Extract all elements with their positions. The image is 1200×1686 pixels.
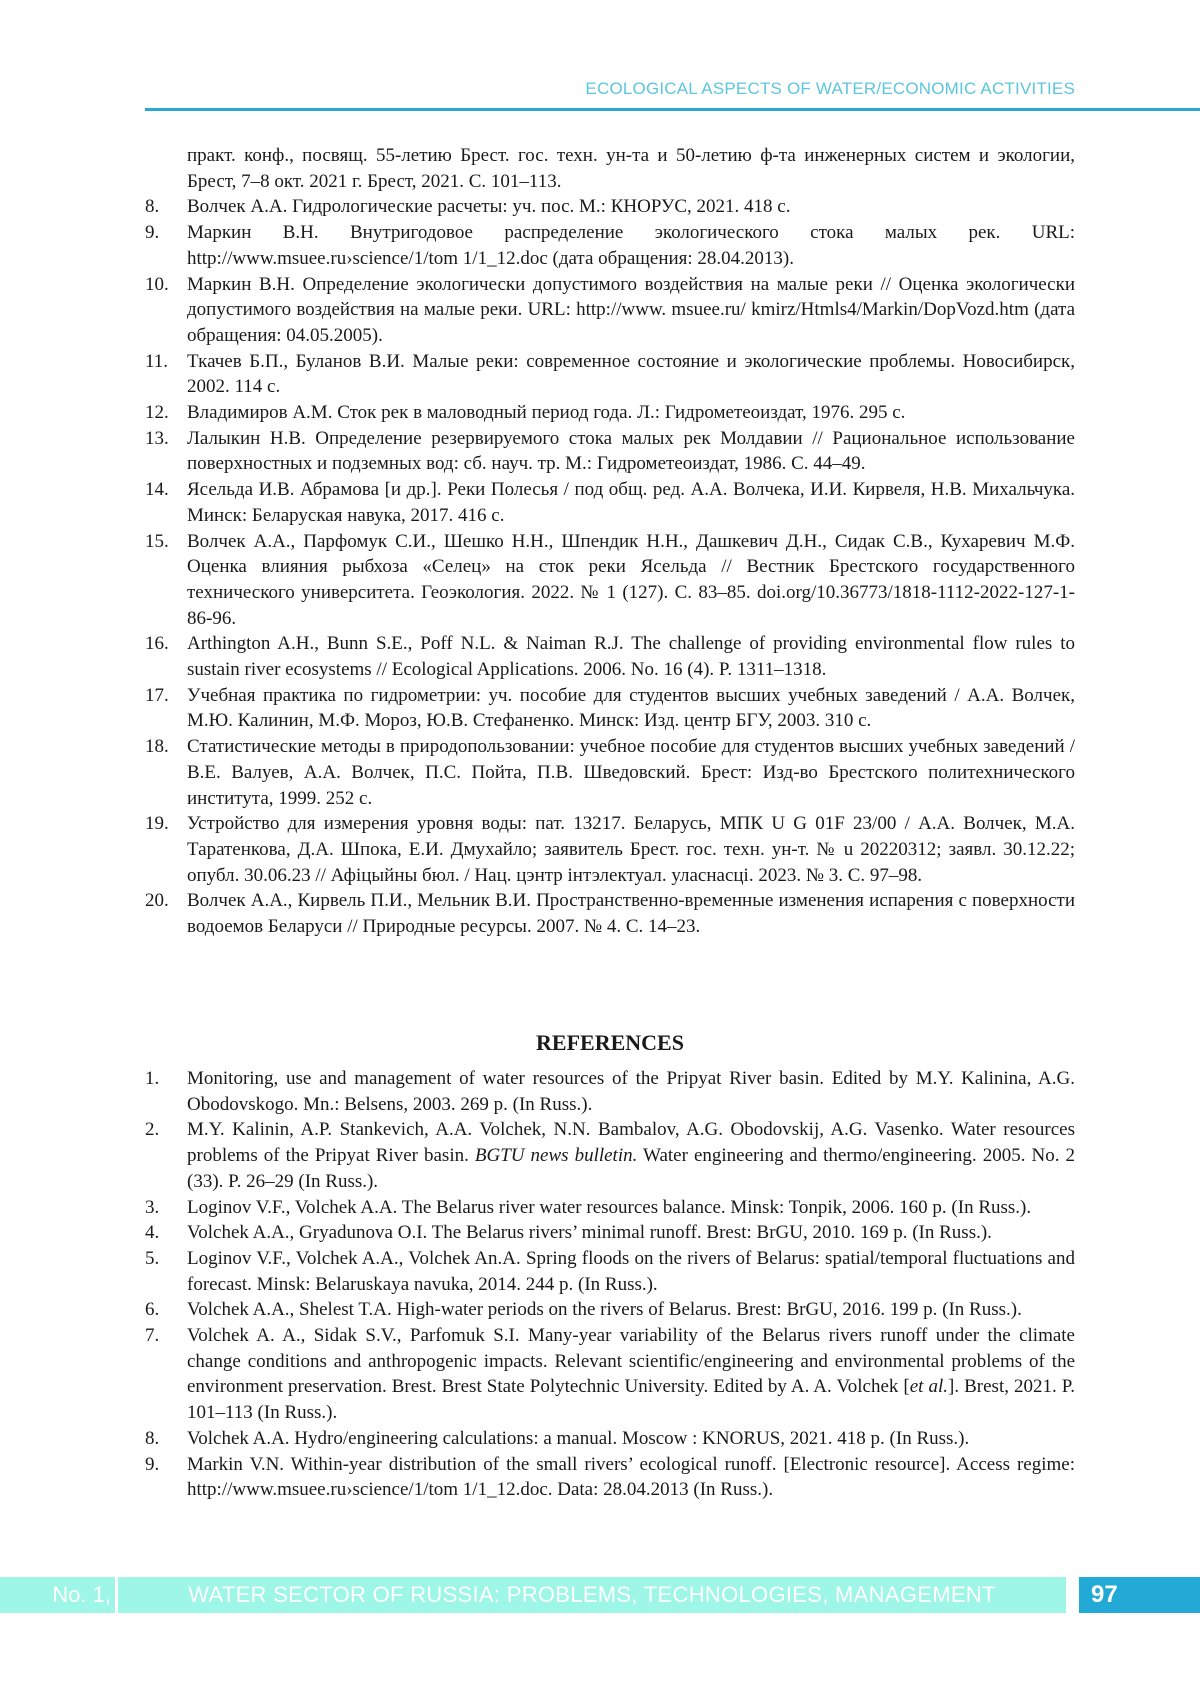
reference-number: 8.	[145, 196, 160, 218]
reference-text-part: Volchek A.A., Gryadunova O.I. The Belarus rivers’ minimal runoff. Brest: BrGU, 2010. 169 p. (In Russ.).	[187, 1222, 992, 1244]
reference-text-part: Loginov V.F., Volchek A.A. The Belarus river water resources balance. Minsk: Tonpik, 2006. 160 p. (In Russ.).	[187, 1196, 1032, 1218]
reference-number: 10.	[145, 273, 169, 295]
reference-item	[145, 1066, 1075, 1117]
reference-item	[145, 426, 1075, 477]
reference-number: 8.	[145, 1427, 160, 1449]
reference-item	[145, 143, 1075, 194]
reference-number	[145, 143, 187, 194]
reference-text	[187, 1246, 1075, 1297]
reference-number: 16.	[145, 633, 169, 655]
running-header: ECOLOGICAL ASPECTS OF WATER/ECONOMIC ACTIVITIES	[585, 79, 1075, 98]
reference-text-part: Маркин В.Н. Внутригодовое распределение экологического стока малых рек. URL: http://www.msuee.ru›science/1/tom 1/1_12.doc (дата обращения: 28.04.2013).	[187, 222, 1075, 269]
page-number: 97	[1079, 1577, 1200, 1613]
reference-number: 9.	[145, 1453, 160, 1475]
reference-number: 11.	[145, 350, 169, 372]
reference-text	[187, 811, 1075, 888]
reference-text	[187, 194, 1075, 220]
reference-text	[187, 272, 1075, 349]
english-reference-list	[145, 1066, 1075, 1503]
reference-number: 2.	[145, 1119, 160, 1141]
reference-text-part: практ. конф., посвящ. 55-летию Брест. гос. техн. ун-та и 50-летию ф-та инженерных систем и экологии, Брест, 7–8 окт. 2021 г. Брест, 2021. С. 101–113.	[187, 145, 1075, 192]
reference-text-part: M.Y. Kalinin, A.P. Stankevich, A.A. Volchek, N.N. Bambalov, A.G. Obodovskij, A.G. Vasenko. Water resources problems of the Pripyat River basin.	[187, 1119, 1075, 1167]
reference-text	[187, 143, 1075, 194]
reference-text	[187, 1195, 1075, 1221]
reference-item	[145, 888, 1075, 939]
reference-text-part: Volchek A.A. Hydro/engineering calculations: a manual. Moscow : KNORUS, 2021. 418 p. (In Russ.).	[187, 1427, 970, 1449]
reference-item	[145, 220, 1075, 271]
reference-text-part: Ясельда И.В. Абрамова [и др.]. Реки Полесья / под общ. ред. А.А. Волчека, И.И. Кирвеля, Н.В. Михальчука. Минск: Беларуская навука, 2017. 416 с.	[187, 479, 1075, 526]
reference-text	[187, 1297, 1075, 1323]
reference-item	[145, 400, 1075, 426]
reference-text-part: Лалыкин Н.В. Определение резервируемого стока малых рек Молдавии // Рациональное использование поверхностных и подземных вод: сб. науч. тр. М.: Гидрометеоиздат, 1986. С. 44–49.	[187, 427, 1075, 475]
reference-number: 9.	[145, 222, 160, 244]
reference-number: 3.	[145, 1196, 160, 1218]
reference-item	[145, 683, 1075, 734]
italic-title: BGTU news bulletin.	[474, 1145, 638, 1167]
reference-item	[145, 811, 1075, 888]
reference-text	[187, 1426, 1075, 1452]
reference-text-part: Устройство для измерения уровня воды: пат. 13217. Беларусь, МПК U G 01F 23/00 / А.А. Волчек, М.А. Таратенкова, Д.А. Шпока, Е.И. Дмухайло; заявитель Брест. гос. техн. ун-т. № u 20220312; заявл. 30.12.22; опубл. 30.06.23 // Афіцыйны бюл. / Нац. цэнтр інтэлектуал. уласнасці. 2023. № 3. С. 97–98.	[187, 813, 1075, 886]
reference-text-part: Учебная практика по гидрометрии: уч. пособие для студентов высших учебных заведений / А.А. Волчек, М.Ю. Калинин, М.Ф. Мороз, Ю.В. Стефаненко. Минск: Изд. центр БГУ, 2003. 310 с.	[187, 684, 1075, 732]
reference-text-part: Маркин В.Н. Определение экологически допустимого воздействия на малые реки // Оценка экологически допустимого воздействия на малые реки. URL: http://www. msuee.ru/ kmirz/Htmls4/Markin/DopVozd.htm (дата обращения: 04.05.2005).	[187, 273, 1075, 346]
references-heading: REFERENCES	[536, 1030, 684, 1055]
reference-text	[187, 888, 1075, 939]
reference-item	[145, 734, 1075, 811]
reference-text	[187, 529, 1075, 632]
reference-text-part: Статистические методы в природопользовании: учебное пособие для студентов высших учебных заведений / В.Е. Валуев, А.А. Волчек, П.С. Пойта, П.В. Шведовский. Брест: Изд-во Брестского политехнического института, 1999. 252 с.	[187, 736, 1075, 809]
footer-journal-title: WATER SECTOR OF RUSSIA: PROBLEMS, TECHNOLOGIES, MANAGEMENT	[118, 1577, 1066, 1613]
reference-text-part: Волчек А.А. Гидрологические расчеты: уч. пос. М.: КНОРУС, 2021. 418 с.	[187, 196, 791, 218]
reference-item	[145, 631, 1075, 682]
reference-text	[187, 220, 1075, 271]
reference-text-part: Arthington A.H., Bunn S.E., Poff N.L. & Naiman R.J. The challenge of providing environmental flow rules to sustain river ecosystems // Ecological Applications. 2006. No. 16 (4). P. 1311–1318.	[187, 633, 1075, 681]
italic-title: et al.	[909, 1376, 949, 1398]
reference-item	[145, 529, 1075, 632]
header-rule	[145, 108, 1200, 111]
reference-number: 18.	[145, 736, 169, 758]
reference-text-part: Владимиров А.М. Сток рек в маловодный период года. Л.: Гидрометеоиздат, 1976. 295 с.	[187, 402, 906, 424]
reference-item	[145, 1117, 1075, 1194]
reference-text-part: ]. Brest, 2021. P. 101–113 (In Russ.).	[187, 1376, 1075, 1424]
reference-number: 17.	[145, 684, 169, 706]
reference-text-part: Волчек А.А., Парфомук С.И., Шешко Н.Н., Шпендик Н.Н., Дашкевич Д.Н., Сидак С.В., Кухаревич М.Ф. Оценка влияния рыбхоза «Селец» на сток реки Ясельда // Вестник Брестского государственного технического университета. Геоэкология. 2022. № 1 (127). С. 83–85. doi.org/10.36773/1818-1112-2022-127-1-86-96.	[187, 530, 1075, 629]
reference-item	[145, 1452, 1075, 1503]
reference-item	[145, 1195, 1075, 1221]
reference-item	[145, 1426, 1075, 1452]
reference-number: 14.	[145, 479, 169, 501]
reference-item	[145, 272, 1075, 349]
reference-text	[187, 1117, 1075, 1194]
reference-text-part: Ткачев Б.П., Буланов В.И. Малые реки: современное состояние и экологические проблемы. Новосибирск, 2002. 114 с.	[187, 350, 1075, 398]
reference-number: 19.	[145, 813, 169, 835]
reference-text	[187, 1220, 1075, 1246]
reference-text	[187, 400, 1075, 426]
reference-text-part: Monitoring, use and management of water resources of the Pripyat River basin. Edited by M.Y. Kalinina, A.G. Obodovskogo. Mn.: Belsens, 2003. 269 p. (In Russ.).	[187, 1068, 1075, 1115]
reference-item	[145, 1246, 1075, 1297]
reference-number: 1.	[145, 1068, 160, 1089]
reference-number: 6.	[145, 1299, 160, 1321]
reference-text	[187, 631, 1075, 682]
reference-number: 15.	[145, 530, 169, 552]
reference-number: 5.	[145, 1247, 160, 1269]
russian-reference-list	[145, 143, 1075, 940]
reference-text-part: Loginov V.F., Volchek A.A., Volchek An.A. Spring floods on the rivers of Belarus: spatial/temporal fluctuations and forecast. Minsk: Belaruskaya navuka, 2014. 244 p. (In Russ.).	[187, 1247, 1075, 1295]
reference-number: 7.	[145, 1325, 160, 1347]
page-footer	[0, 1577, 1200, 1643]
reference-text	[187, 1066, 1075, 1117]
footer-issue: No. 1, 2025	[0, 1577, 115, 1613]
reference-item	[145, 1220, 1075, 1246]
reference-text	[187, 1452, 1075, 1503]
reference-number: 12.	[145, 402, 169, 424]
reference-number: 20.	[145, 890, 169, 912]
reference-item	[145, 477, 1075, 528]
reference-item	[145, 1323, 1075, 1426]
reference-text-part: Волчек А.А., Кирвель П.И., Мельник В.И. Пространственно-временные изменения испарения с поверхности водоемов Беларуси // Природные ресурсы. 2007. № 4. С. 14–23.	[187, 890, 1075, 938]
reference-item	[145, 1297, 1075, 1323]
reference-text	[187, 683, 1075, 734]
reference-text	[187, 426, 1075, 477]
reference-text	[187, 1323, 1075, 1426]
reference-text-part: Markin V.N. Within-year distribution of the small rivers’ ecological runoff. [Electronic resource]. Access regime: http://www.msuee.ru›science/1/tom 1/1_12.doc. Data: 28.04.2013 (In Russ.).	[187, 1453, 1075, 1501]
reference-text	[187, 477, 1075, 528]
reference-item	[145, 194, 1075, 220]
reference-text	[187, 349, 1075, 400]
reference-number: 13.	[145, 427, 169, 449]
reference-text	[187, 734, 1075, 811]
reference-text-part: Water engineering and thermo/engineering. 2005. No. 2 (33). P. 26–29 (In Russ.).	[187, 1145, 1075, 1192]
reference-text-part: Volchek A.A., Shelest T.A. High-water periods on the rivers of Belarus. Brest: BrGU, 2016. 199 p. (In Russ.).	[187, 1299, 1022, 1321]
reference-number: 4.	[145, 1222, 160, 1244]
reference-item	[145, 349, 1075, 400]
reference-text-part: Volchek A. A., Sidak S.V., Parfomuk S.I. Many-year variability of the Belarus rivers runoff under the climate change conditions and anthropogenic impacts. Relevant scientific/engineering and environmental problems of the environment preservation. Brest. Brest State Polytechnic University. Edited by A. A. Volchek [	[187, 1325, 1075, 1398]
